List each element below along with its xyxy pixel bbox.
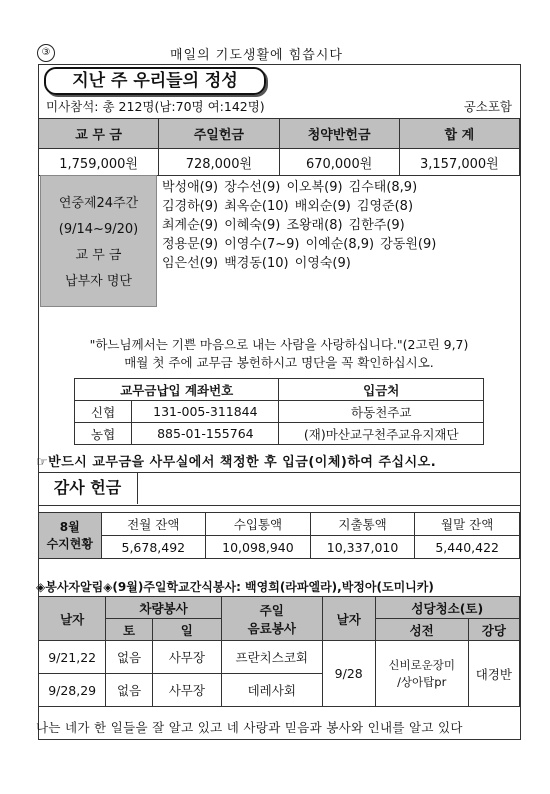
list-item: 최계순(9) 이혜숙(9) 조왕래(8) 김한주(9) <box>162 218 405 233</box>
column-header: 합 계 <box>399 119 519 149</box>
column-header: 수입통액 <box>206 513 311 536</box>
bank-name: 신협 <box>75 401 132 423</box>
header-line: 음료봉사 <box>247 620 296 636</box>
column-header: 청약반헌금 <box>279 119 399 149</box>
table-cell: 10,098,940 <box>206 536 311 559</box>
finance-label: 수지현황 <box>46 536 93 551</box>
column-header: 입금처 <box>279 379 484 401</box>
table-cell: 3,157,000원 <box>399 149 519 176</box>
finance-side-label <box>39 513 102 559</box>
table-cell: 데레사회 <box>221 674 322 707</box>
column-header: 성전 <box>375 619 468 641</box>
donor-label-line: 교 무 금 <box>75 248 122 263</box>
volunteer-announcement: ◈봉사자알림◈(9월)주일학교간식봉사: 백영희(라파엘라),박정아(도미니카) <box>36 580 434 594</box>
offering-totals-table <box>38 118 520 176</box>
thanks-offering-title: 감사 헌금 <box>38 472 138 504</box>
header-motto: 매일의 기도생활에 힘씁시다 <box>170 48 343 63</box>
list-item: 박성애(9) 장수선(9) 이오복(9) 김수태(8,9) <box>162 180 418 195</box>
table-row <box>75 423 484 445</box>
table-cell: 사무장 <box>152 641 221 674</box>
table-row <box>39 149 520 176</box>
column-header: 성당청소(토) <box>375 597 519 619</box>
donor-label-line: 연중제24주간 <box>58 196 139 211</box>
table-cell: 없음 <box>106 674 153 707</box>
bank-name: 농협 <box>75 423 132 445</box>
payment-notice: ☞반드시 교무금을 사무실에서 책정한 후 입금(이체)하여 주십시오. <box>36 455 437 470</box>
table-header-row <box>39 597 520 619</box>
table-row <box>39 641 520 674</box>
table-cell: 1,759,000원 <box>39 149 159 176</box>
table-row <box>39 536 520 559</box>
table-cell: 9/21,22 <box>39 641 106 674</box>
table-cell: 9/28 <box>322 641 375 707</box>
table-cell: 대경반 <box>468 641 519 707</box>
list-item: 임은선(9) 백경동(10) 이영숙(9) <box>162 256 351 271</box>
column-header <box>221 597 322 641</box>
section-title-offerings: 지난 주 우리들의 정성 <box>44 67 266 95</box>
table-row <box>75 401 484 423</box>
account-number: 131-005-311844 <box>132 401 279 423</box>
table-cell: 5,440,422 <box>415 536 520 559</box>
column-header: 전월 잔액 <box>101 513 206 536</box>
bank-account-table <box>74 378 484 445</box>
account-payee: 하동천주교 <box>279 401 484 423</box>
account-number: 885-01-155764 <box>132 423 279 445</box>
header-line: 주일 <box>259 602 284 618</box>
offering-verse <box>38 336 520 372</box>
attendance-note: 공소포함 <box>463 99 512 114</box>
column-header: 토 <box>106 619 153 641</box>
column-header: 주일헌금 <box>159 119 279 149</box>
table-cell: 10,337,010 <box>310 536 415 559</box>
column-header: 차량봉사 <box>106 597 221 619</box>
table-cell: 없음 <box>106 641 153 674</box>
donor-label-line: 납부자 명단 <box>65 274 132 289</box>
table-cell: 9/28,29 <box>39 674 106 707</box>
monthly-finance-table <box>38 512 520 559</box>
list-item: 정용문(9) 이영수(7~9) 이예순(8,9) 강동원(9) <box>162 237 437 252</box>
table-cell: 670,000원 <box>279 149 399 176</box>
column-header: 날자 <box>39 597 106 641</box>
donor-label-line: (9/14~9/20) <box>58 222 139 237</box>
column-header: 월말 잔액 <box>415 513 520 536</box>
table-cell <box>375 641 468 707</box>
attendance-summary: 미사참석: 총 212명(남:70명 여:142명) <box>46 99 265 114</box>
table-header-row <box>75 379 484 401</box>
column-header: 강당 <box>468 619 519 641</box>
finance-month: 8월 <box>59 519 80 534</box>
column-header: 교무금납입 계좌번호 <box>75 379 279 401</box>
volunteer-schedule-table <box>38 596 520 707</box>
column-header: 일 <box>152 619 221 641</box>
page-number: ③ <box>37 44 55 62</box>
table-cell: 프란치스코회 <box>221 641 322 674</box>
verse-line: "하느님께서는 기쁜 마음으로 내는 사람을 사랑하십니다."(2고린 9,7) <box>89 337 469 352</box>
verse-line: 매월 첫 주에 교무금 봉헌하시고 명단을 꼭 확인하십시오. <box>124 355 434 370</box>
donor-list <box>162 178 436 273</box>
cell-line: 신비로운장미 <box>388 657 456 672</box>
table-cell: 사무장 <box>152 674 221 707</box>
column-header: 교 무 금 <box>39 119 159 149</box>
donor-list-label <box>40 175 157 307</box>
table-header-row <box>39 513 520 536</box>
column-header: 날자 <box>322 597 375 641</box>
cell-line: /상아탑pr <box>397 674 447 689</box>
table-cell: 728,000원 <box>159 149 279 176</box>
list-item: 김경하(9) 최옥순(10) 배외순(9) 김영준(8) <box>162 199 414 214</box>
account-payee: (재)마산교구천주교유지재단 <box>279 423 484 445</box>
column-header: 지출통액 <box>310 513 415 536</box>
footer-verse: 나는 네가 한 일들을 잘 알고 있고 네 사랑과 믿음과 봉사와 인내를 알고 있다 <box>36 720 463 735</box>
table-cell: 5,678,492 <box>101 536 206 559</box>
table-header-row <box>39 119 520 149</box>
